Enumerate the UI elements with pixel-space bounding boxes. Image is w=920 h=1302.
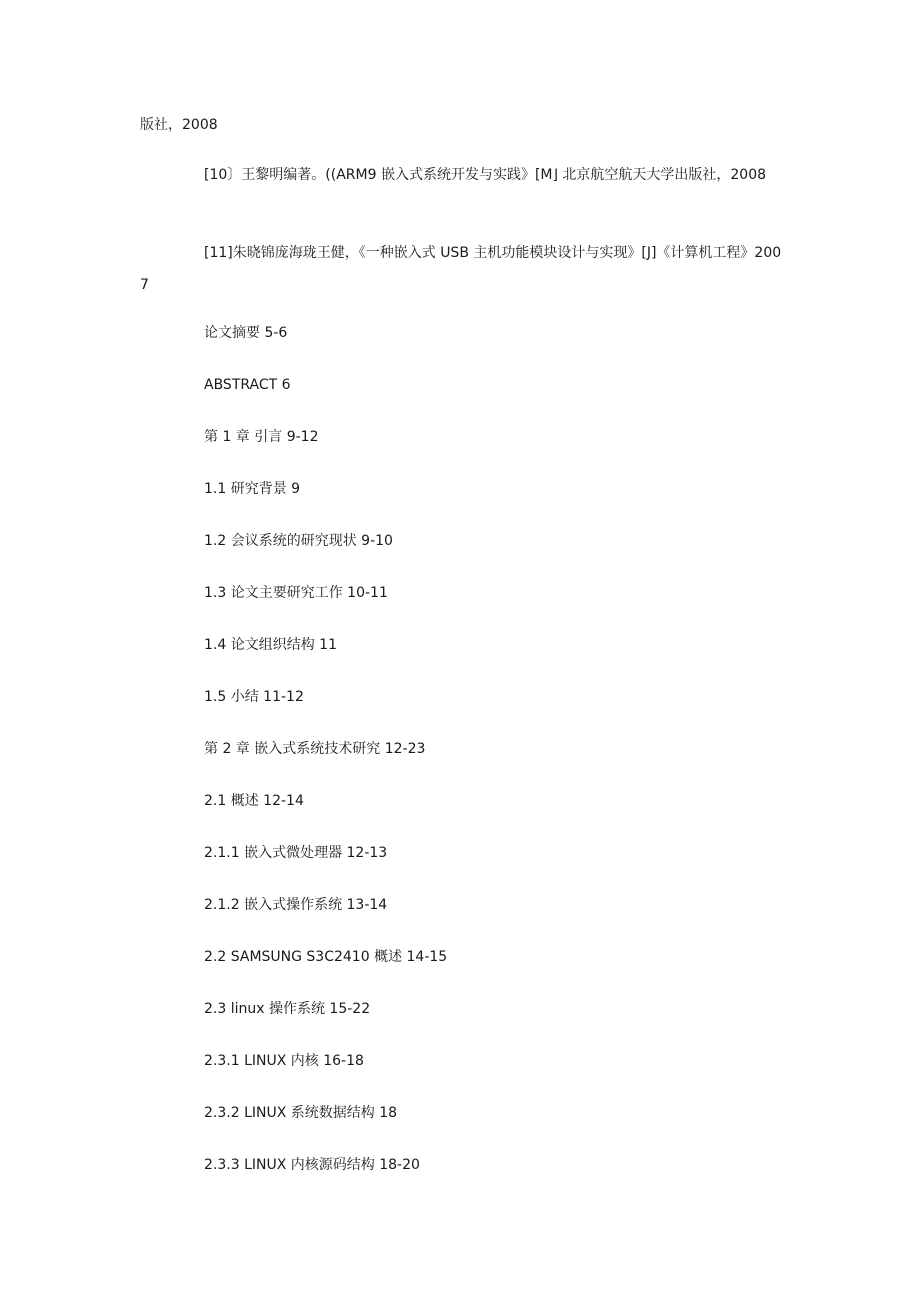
toc-entry: 1.4 论文组织结构 11 xyxy=(204,637,337,653)
toc-entry: 1.2 会议系统的研究现状 9-10 xyxy=(204,533,393,549)
toc-entry: 1.5 小结 11-12 xyxy=(204,689,304,705)
toc-entry: 2.1.1 嵌入式微处理器 12-13 xyxy=(204,845,388,861)
reference-item: [10〕王黎明编著。((ARM9 嵌入式系统开发与实践》[M⌋ 北京航空航天大学出版社，2008 xyxy=(204,167,767,183)
toc-entry: 论文摘要 5-6 xyxy=(204,325,288,341)
toc-entry: ABSTRACT 6 xyxy=(204,377,291,393)
toc-entry: 第 1 章 引言 9-12 xyxy=(204,429,319,445)
toc-entry: 1.1 研究背景 9 xyxy=(204,481,301,497)
toc-entry: 2.3.1 LINUX 内核 16-18 xyxy=(204,1053,364,1069)
toc-entry: 2.3 linux 操作系统 15-22 xyxy=(204,1001,371,1017)
toc-entry: 2.1 概述 12-14 xyxy=(204,793,304,809)
toc-entry: 1.3 论文主要研究工作 10-11 xyxy=(204,585,388,601)
toc-entry: 第 2 章 嵌入式系统技术研究 12-23 xyxy=(204,741,426,757)
toc-entry: 2.3.2 LINUX 系统数据结构 18 xyxy=(204,1105,398,1121)
toc-entry: 2.1.2 嵌入式操作系统 13-14 xyxy=(204,897,388,913)
reference-fragment: 版社，2008 xyxy=(140,117,218,133)
toc-entry: 2.3.3 LINUX 内核源码结构 18-20 xyxy=(204,1157,420,1173)
toc-entry: 2.2 SAMSUNG S3C2410 概述 14-15 xyxy=(204,949,448,965)
reference-item: [11]朱晓锦庞海珑王健，《一种嵌入式 USB 主机功能模块设计与实现》[J]《计算机工程》2007 xyxy=(140,245,782,293)
